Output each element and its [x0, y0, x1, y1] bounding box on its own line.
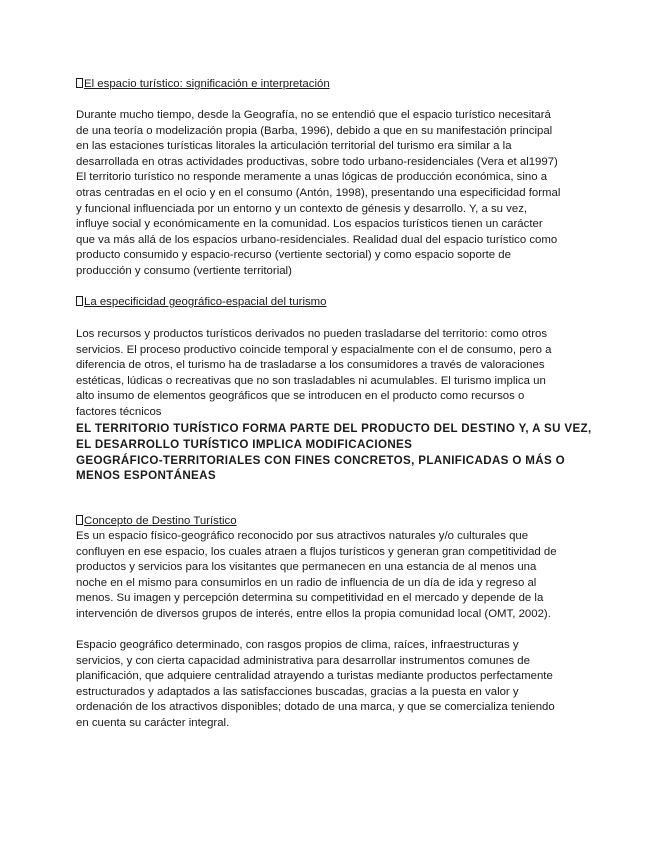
text-line: producción y consumo (vertiente territorial) [76, 264, 292, 277]
emphasis-line: GEOGRÁFICO-TERRITORIALES CON FINES CONCRETOS, PLANIFICADAS O MÁS O [76, 453, 566, 467]
missing-glyph-icon [76, 296, 83, 306]
text-line: estéticas, lúdicas o recreativas que no son trasladables ni acumulables. El turismo implica un [76, 374, 546, 387]
section-heading-destino: Concepto de Destino Turístico [76, 514, 576, 530]
text-line: planificación, que adquiere centralidad atrayendo a turistas mediante productos perfectamente [76, 670, 553, 683]
text-line: alto insumo de elementos geográficos que se introducen en el producto como recursos o [76, 390, 525, 403]
text-line: desarrollada en otras actividades productivas, sobre todo urbano-residenciales (Vera et al1997) [76, 155, 558, 168]
emphasis-line: EL DESARROLLO TURÍSTICO IMPLICA MODIFICACIONES [76, 437, 413, 451]
text-line: Los recursos y productos turísticos derivados no pueden trasladarse del territorio: como otros [76, 328, 548, 340]
text-line: servicios, y con cierta capacidad administrativa para desarrollar instrumentos comunes de [76, 654, 530, 667]
text-line: confluyen en ese espacio, los cuales atraen a flujos turísticos y generan gran competitividad de [76, 545, 557, 558]
text-line: otras centradas en el ocio y en el consumo (Antón, 1998), presentando una especificidad formal [76, 186, 561, 199]
paragraph-espacio-turistico [76, 108, 576, 280]
emphasis-line: MENOS ESPONTÁNEAS [76, 469, 216, 483]
text-line: de una teoría o modelización propia (Barba, 1996), debido a que en su manifestación principal [76, 124, 553, 137]
text-line: servicios. El proceso productivo coincide temporal y espacialmente con el de consumo, pero a [76, 343, 552, 356]
text-line: en las estaciones turísticas litorales la articulación territorial del turismo era similar a la [76, 140, 512, 153]
paragraph-destino-1 [76, 529, 576, 623]
emphasis-line: EL TERRITORIO TURÍSTICO FORMA PARTE DEL PRODUCTO DEL DESTINO Y, A SU VEZ, [76, 422, 592, 435]
text-line: estructurados y adaptados a las satisfacciones buscadas, gracias a la puesta en valor y [76, 685, 519, 698]
paragraph-especificidad [76, 327, 576, 421]
text-line: producto consumido y espacio-recurso (vertiente sectorial) y como espacio soporte de [76, 249, 511, 262]
text-line: que va más allá de los espacios urbano-residenciales. Realidad dual del espacio turístico como [76, 233, 558, 246]
text-line: El territorio turístico no responde meramente a unas lógicas de producción económica, sino a [76, 171, 548, 184]
section-heading-espacio-turistico: El espacio turístico: significación e interpretación [76, 77, 576, 93]
text-line: menos. Su imagen y percepción determina su competitividad en el mercado y depende de la [76, 592, 544, 605]
paragraph-destino-2 [76, 638, 576, 732]
text-line: y funcional influenciada por un entorno y un contexto de génesis y desarrollo. Y, a su vez, [76, 202, 528, 215]
text-line: productos y servicios para los visitantes que permanecen en una estancia de al menos una [76, 561, 537, 574]
missing-glyph-icon [76, 78, 83, 88]
text-line: noche en el mismo para consumirlos en un radio de influencia de un día de ida y regreso al [76, 576, 537, 589]
text-line: en cuenta su carácter integral. [76, 716, 230, 729]
emphasis-statement [76, 421, 592, 484]
text-line: Durante mucho tiempo, desde la Geografía, no se entendió que el espacio turístico necesitará [76, 109, 551, 121]
section-heading-especificidad: La especificidad geográfico-espacial del turismo [76, 295, 576, 311]
text-line: diferencia de otros, el turismo ha de trasladarse a los consumidores a través de valoraciones [76, 359, 545, 372]
text-line: Es un espacio físico-geográfico reconocido por sus atractivos naturales y/o culturales que [76, 530, 529, 542]
text-line: intervención de diversos grupos de interés, entre ellos la propia comunidad local (OMT, 2002). [76, 607, 551, 620]
missing-glyph-icon [76, 515, 83, 525]
text-line: Espacio geográfico determinado, con rasgos propios de clima, raíces, infraestructuras y [76, 639, 519, 651]
text-line: ordenación de los atractivos disponibles; dotado de una marca, y que se comercializa teniendo [76, 701, 555, 714]
text-line: influye social y económicamente en la comunidad. Los espacios turísticos tienen un carácter [76, 218, 543, 231]
text-line: factores técnicos [76, 405, 162, 418]
